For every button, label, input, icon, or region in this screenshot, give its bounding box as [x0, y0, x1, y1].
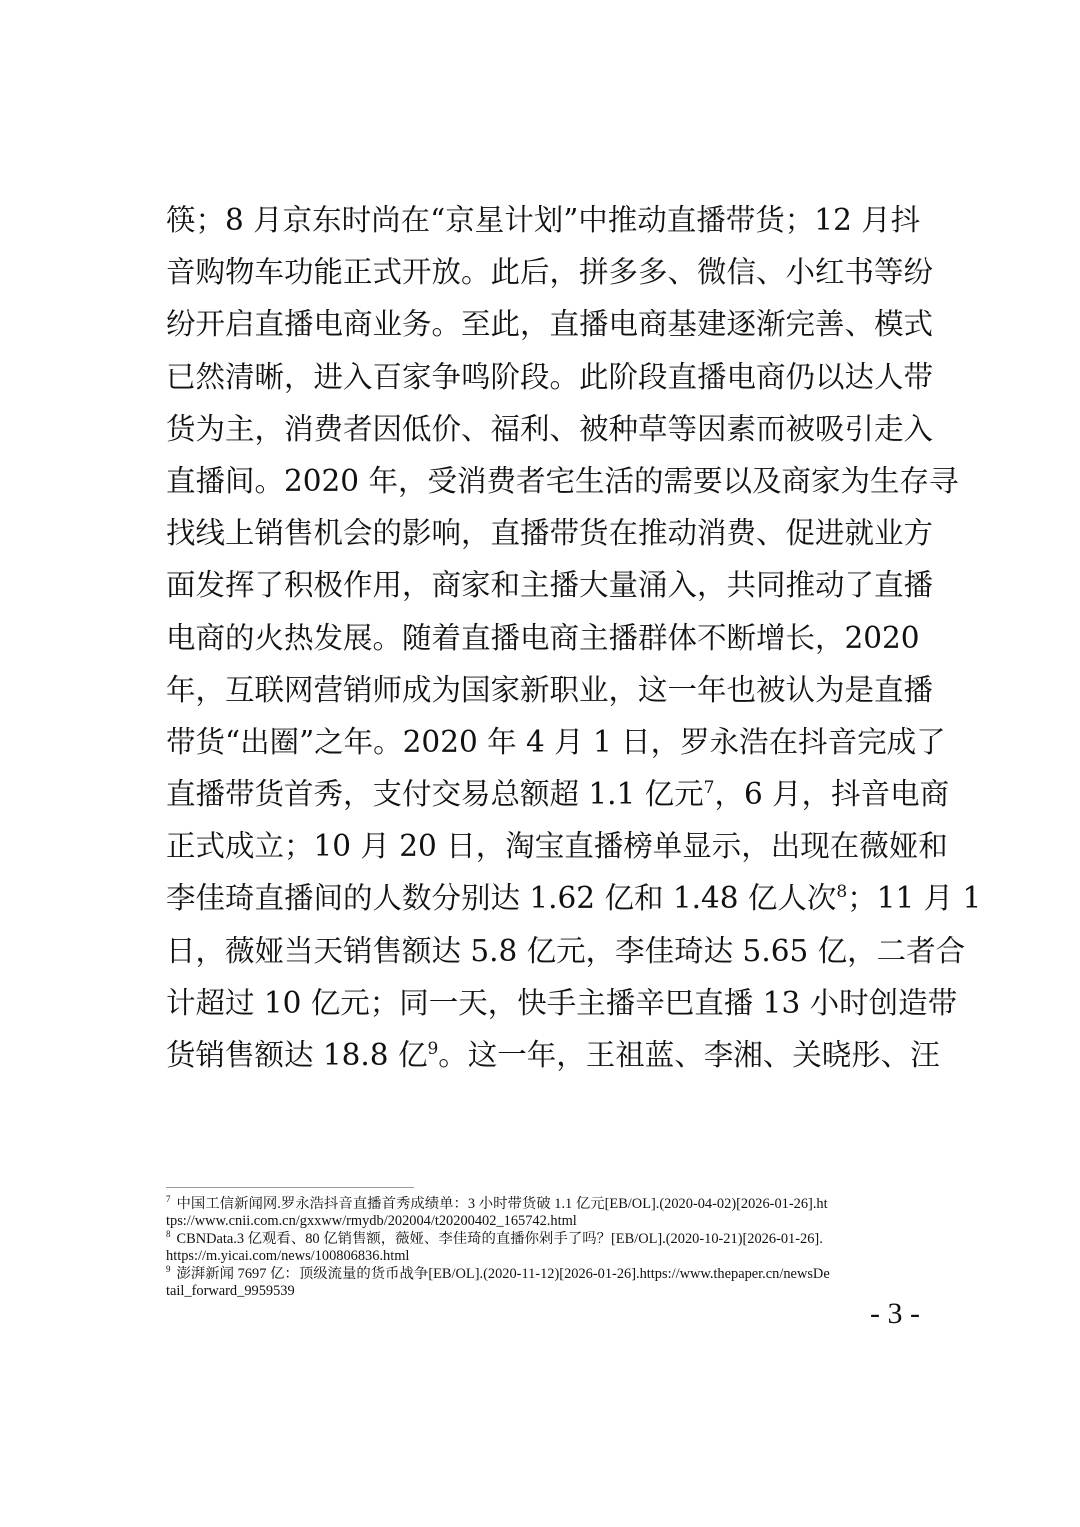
- footnote-divider: [166, 1187, 414, 1188]
- text-segment: 直播带货首秀，支付交易总额超 1.1 亿元: [166, 777, 704, 812]
- text-line: 带货“出圈”之年。2020 年 4 月 1 日，罗永浩在抖音完成了: [166, 724, 946, 759]
- text-segment: ；11 月 1: [847, 881, 982, 916]
- text-line: 音购物车功能正式开放。此后，拼多多、微信、小红书等纷: [166, 255, 934, 290]
- text-line: 正式成立；10 月 20 日，淘宝直播榜单显示，出现在薇娅和: [166, 829, 948, 864]
- footnote-text: 澎湃新闻 7697 亿：顶级流量的货币战争[EB/OL].(2020-11-12)[2026-01-26].https://www.thepaper.cn/newsDe: [176, 1265, 830, 1282]
- text-segment: ，6 月，抖音电商: [714, 777, 950, 812]
- footnotes: [166, 1196, 918, 1300]
- page-number: - 3 -: [870, 1297, 920, 1330]
- text-line: 日，薇娅当天销售额达 5.8 亿元，李佳琦达 5.65 亿，二者合: [166, 933, 966, 968]
- footnote-text: 中国工信新闻网.罗永浩抖音直播首秀成绩单：3 小时带货破 1.1 亿元[EB/OL].(2020-04-02)[2026-01-26].ht: [176, 1196, 828, 1212]
- text-line: 筷；8 月京东时尚在“京星计划”中推动直播带货；12 月抖: [166, 203, 921, 237]
- text-line: [166, 768, 950, 820]
- text-line: [166, 872, 982, 924]
- footnote-text: CBNData.3 亿观看、80 亿销售额，薇娅、李佳琦的直播你剁手了吗？[EB/OL].(2020-10-21)[2026-01-26].: [176, 1230, 823, 1247]
- footnote-9-continued: tail_forward_9959539: [166, 1283, 295, 1300]
- footnote-8: [166, 1231, 918, 1248]
- text-line: 年，互联网营销师成为国家新职业，这一年也被认为是直播: [166, 672, 934, 707]
- text-line: 找线上销售机会的影响，直播带货在推动消费、促进就业方: [166, 516, 934, 551]
- body-paragraph: [166, 194, 982, 1081]
- footnote-ref-9[interactable]: 9: [427, 1039, 439, 1060]
- text-line: 纷开启直播电商业务。至此，直播电商基建逐渐完善、模式: [166, 307, 934, 342]
- text-segment: 李佳琦直播间的人数分别达 1.62 亿和 1.48 亿人次: [166, 881, 837, 916]
- text-line: 电商的火热发展。随着直播电商主播群体不断增长，2020: [166, 620, 920, 655]
- text-line: 货为主，消费者因低价、福利、被种草等因素而被吸引走入: [166, 411, 934, 446]
- footnote-7-continued: tps://www.cnii.com.cn/gxxww/rmydb/202004/t20200402_165742.html: [166, 1213, 577, 1230]
- footnote-9: [166, 1263, 918, 1283]
- text-line: 面发挥了积极作用，商家和主播大量涌入，共同推动了直播: [166, 568, 934, 603]
- text-line: [166, 1029, 940, 1081]
- text-segment: 。这一年，王祖蓝、李湘、关晓彤、汪: [438, 1038, 940, 1072]
- text-line: 已然清晰，进入百家争鸣阶段。此阶段直播电商仍以达人带: [166, 359, 934, 394]
- footnote-ref-7[interactable]: 7: [703, 778, 715, 799]
- footnote-number: 7: [166, 1194, 171, 1205]
- footnote-8-continued: https://m.yicai.com/news/100806836.html: [166, 1248, 410, 1265]
- footnote-7: [166, 1196, 918, 1213]
- text-segment: 货销售额达 18.8 亿: [166, 1038, 428, 1072]
- footnote-number: 9: [166, 1263, 171, 1274]
- text-line: 计超过 10 亿元；同一天，快手主播辛巴直播 13 小时创造带: [166, 985, 958, 1020]
- text-line: 直播间。2020 年，受消费者宅生活的需要以及商家为生存寻: [166, 463, 959, 498]
- footnote-number: 8: [166, 1229, 171, 1240]
- footnote-ref-8[interactable]: 8: [836, 882, 848, 903]
